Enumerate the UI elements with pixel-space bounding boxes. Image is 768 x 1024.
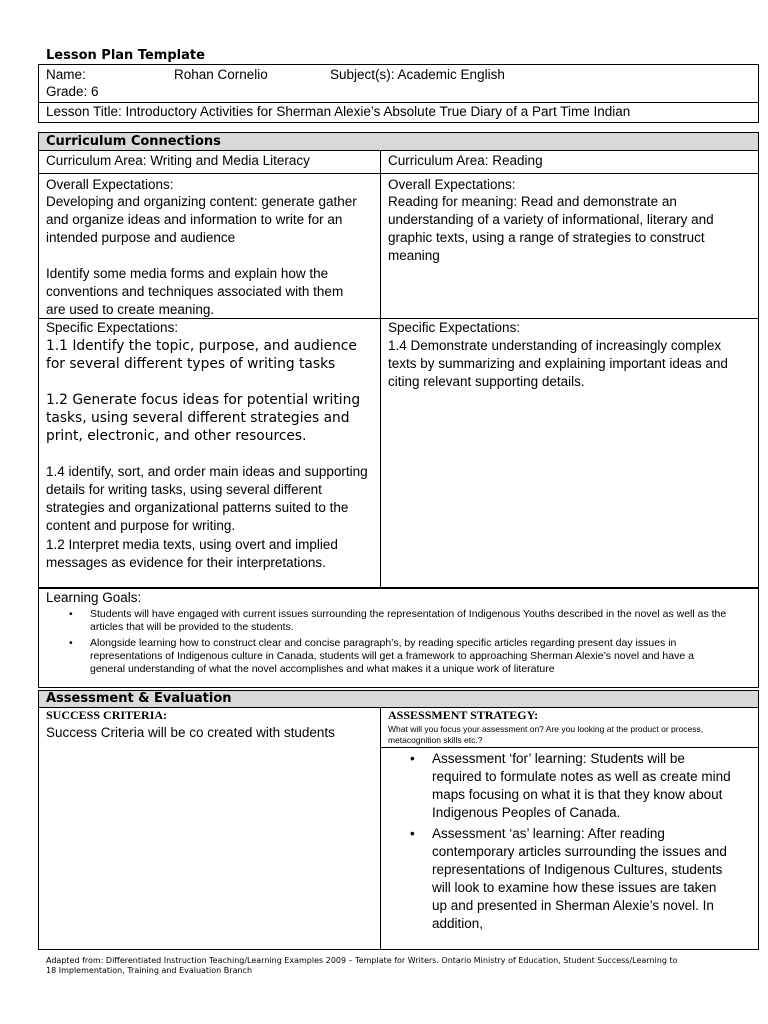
learning-goals-label: Learning Goals: <box>46 590 142 605</box>
subject-field: Subject(s): Academic English <box>330 67 505 82</box>
left-specific-label: Specific Expectations: <box>46 320 179 335</box>
assessment-header: Assessment & Evaluation <box>46 691 232 706</box>
right-specific-text: 1.4 Demonstrate understanding of increasingly complex texts by summarizing and explaining important ideas and citing relevant supporting details. <box>388 338 728 389</box>
assessment-strategy-hint: What will you focus your assessment on? Are you looking at the product or process, metacognition skills etc.? <box>388 724 704 745</box>
lesson-title: Lesson Title: Introductory Activities for Sherman Alexie’s Absolute True Diary of a Part Time Indian <box>46 104 631 119</box>
learning-goals-list <box>46 608 730 676</box>
footer-citation: Adapted from: Differentiated Instruction Teaching/Learning Examples 2009 – Template for Writers. Ontario Ministry of Education, Student Success/Learning to 18 Implementation, Training and Evaluation Branch <box>46 956 678 975</box>
assessment-item: • Assessment ‘for’ learning: Students will be required to formulate notes as well as create mind maps focusing on what it is that they know about Indigenous Peoples of Canada. <box>432 750 733 822</box>
left-specific-1-1: 1.1 Identify the topic, purpose, and audience for several different types of writing tasks <box>46 338 357 372</box>
assessment-item: • Assessment ‘as’ learning: After reading contemporary articles surrounding the issues and representations of Indigenous Cultures, students will look to examine how these issues are taken up and presented in Sherman Alexie’s novel. In addition, <box>432 825 733 933</box>
right-specific-label: Specific Expectations: <box>388 320 521 335</box>
grade-field: Grade: 6 <box>46 84 99 99</box>
right-curriculum-area: Curriculum Area: Reading <box>388 153 543 168</box>
name-value: Rohan Cornelio <box>174 67 268 82</box>
name-label: Name: <box>46 67 86 82</box>
left-curriculum-area: Curriculum Area: Writing and Media Literacy <box>46 153 310 168</box>
document-title: Lesson Plan Template <box>46 48 205 63</box>
left-specific-1-4: 1.4 identify, sort, and order main ideas and supporting details for writing tasks, using several different strategies and organizational patterns suited to the content and purpose for writing. <box>46 464 368 533</box>
curriculum-header: Curriculum Connections <box>46 134 221 149</box>
assessment-column-divider <box>380 707 381 950</box>
left-overall-label: Overall Expectations: <box>46 177 174 192</box>
curriculum-divider-2 <box>38 173 759 174</box>
left-overall-text-2: Identify some media forms and explain how the conventions and techniques associated with them are used to create meaning. <box>46 266 344 317</box>
left-specific-1-2b: 1.2 Interpret media texts, using overt and implied messages as evidence for their interpretations. <box>46 537 338 570</box>
left-overall-text-1: Developing and organizing content: generate gather and organize ideas and information to write for an intended purpose and audience <box>46 194 357 245</box>
curriculum-divider-1 <box>38 150 759 151</box>
success-criteria-text: Success Criteria will be co created with students <box>46 725 335 740</box>
assessment-list <box>388 750 733 933</box>
right-overall-text: Reading for meaning: Read and demonstrate an understanding of a variety of informational, literary and graphic texts, using a range of strategies to construct meaning <box>388 194 714 263</box>
success-criteria-label: SUCCESS CRITERIA: <box>46 708 168 722</box>
learning-goal-item: • Alongside learning how to construct clear and concise paragraph’s, by reading specific articles regarding present day issues in representations of Indigenous culture in Canada, students will get a framework to approaching Sherman Alexie’s novel and have a general understanding of what the novel accomplishes and what makes it a unique work of literature <box>90 637 730 676</box>
right-overall-label: Overall Expectations: <box>388 177 516 192</box>
assessment-divider-2 <box>380 747 759 748</box>
left-specific-1-2: 1.2 Generate focus ideas for potential writing tasks, using several different strategies and print, electronic, and other resources. <box>46 392 361 444</box>
learning-goal-item: • Students will have engaged with current issues surrounding the representation of Indigenous Youths described in the novel as well as the articles that will be provided to the students. <box>90 608 730 634</box>
curriculum-column-divider <box>380 150 381 588</box>
assessment-strategy-label: ASSESSMENT STRATEGY: <box>388 708 539 722</box>
